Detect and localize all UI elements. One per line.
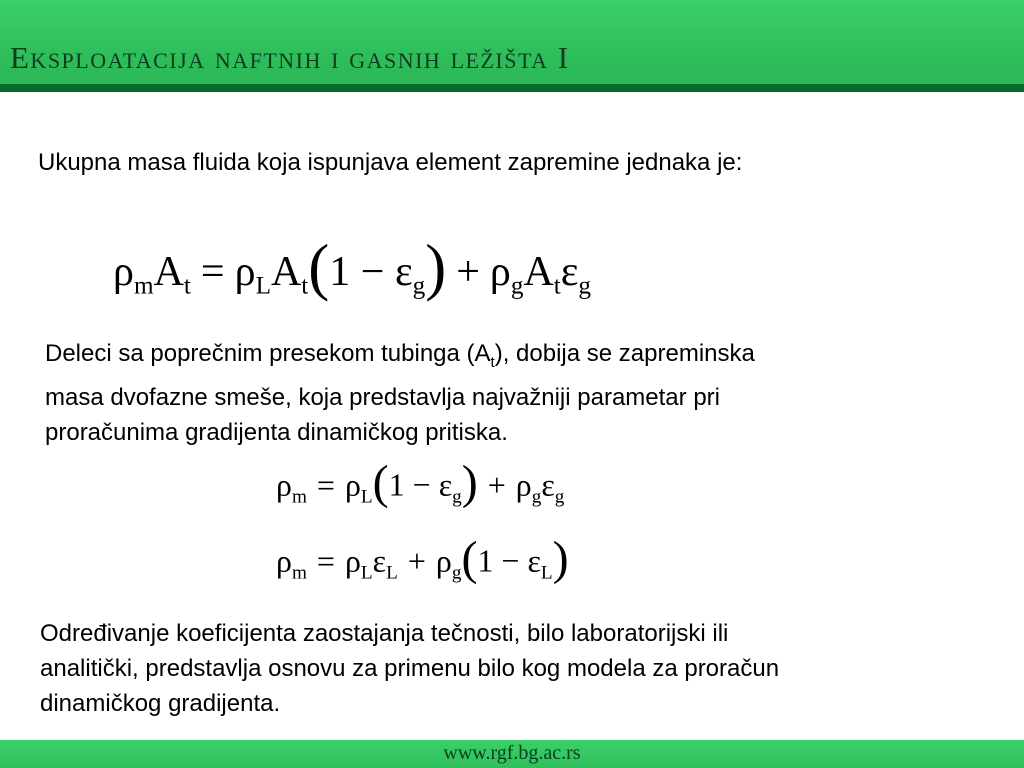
- equation-mixture-density-gas: $\rho_m = \rho_L(1 - \varepsilon_g) + \rho_g\varepsilon_g$: [276, 456, 565, 509]
- explanation-line-1: Deleci sa poprečnim presekom tubinga $(A_t)$, dobija se zapreminska: [45, 340, 755, 371]
- header-divider: [0, 84, 1024, 92]
- equation-mass-balance: $\rho_mA_t = \rho_LA_t(1 - \varepsilon_g) + \rho_gA_t\varepsilon_g$: [113, 232, 592, 302]
- conclusion-line-2: analitički, predstavlja osnovu za primenu bilo kog modela za proračun: [40, 655, 780, 682]
- conclusion-line-3: dinamičkog gradijenta.: [40, 690, 281, 717]
- intro-text: Ukupna masa fluida koja ispunjava element zapremine jednaka je:: [38, 149, 743, 176]
- explanation-line-3: proračunima gradijenta dinamičkog pritiska.: [45, 418, 508, 446]
- conclusion-line-1: Određivanje koeficijenta zaostajanja tečnosti, bilo laboratorijski ili: [40, 620, 729, 647]
- explanation-paragraph: [45, 336, 755, 450]
- explanation-line-2: masa dvofazne smeše, koja predstavlja najvažniji parametar pri: [45, 383, 720, 411]
- footer-url[interactable]: www.rgf.bg.ac.rs: [443, 742, 581, 764]
- intro-paragraph: [38, 145, 742, 180]
- slide-title: Eksploatacija naftnih i gasnih ležišta I: [10, 40, 570, 75]
- conclusion-paragraph: [40, 616, 779, 721]
- equation-mixture-density-liquid: $\rho_m = \rho_L\varepsilon_L + \rho_g(1 - \varepsilon_L)$: [276, 532, 569, 585]
